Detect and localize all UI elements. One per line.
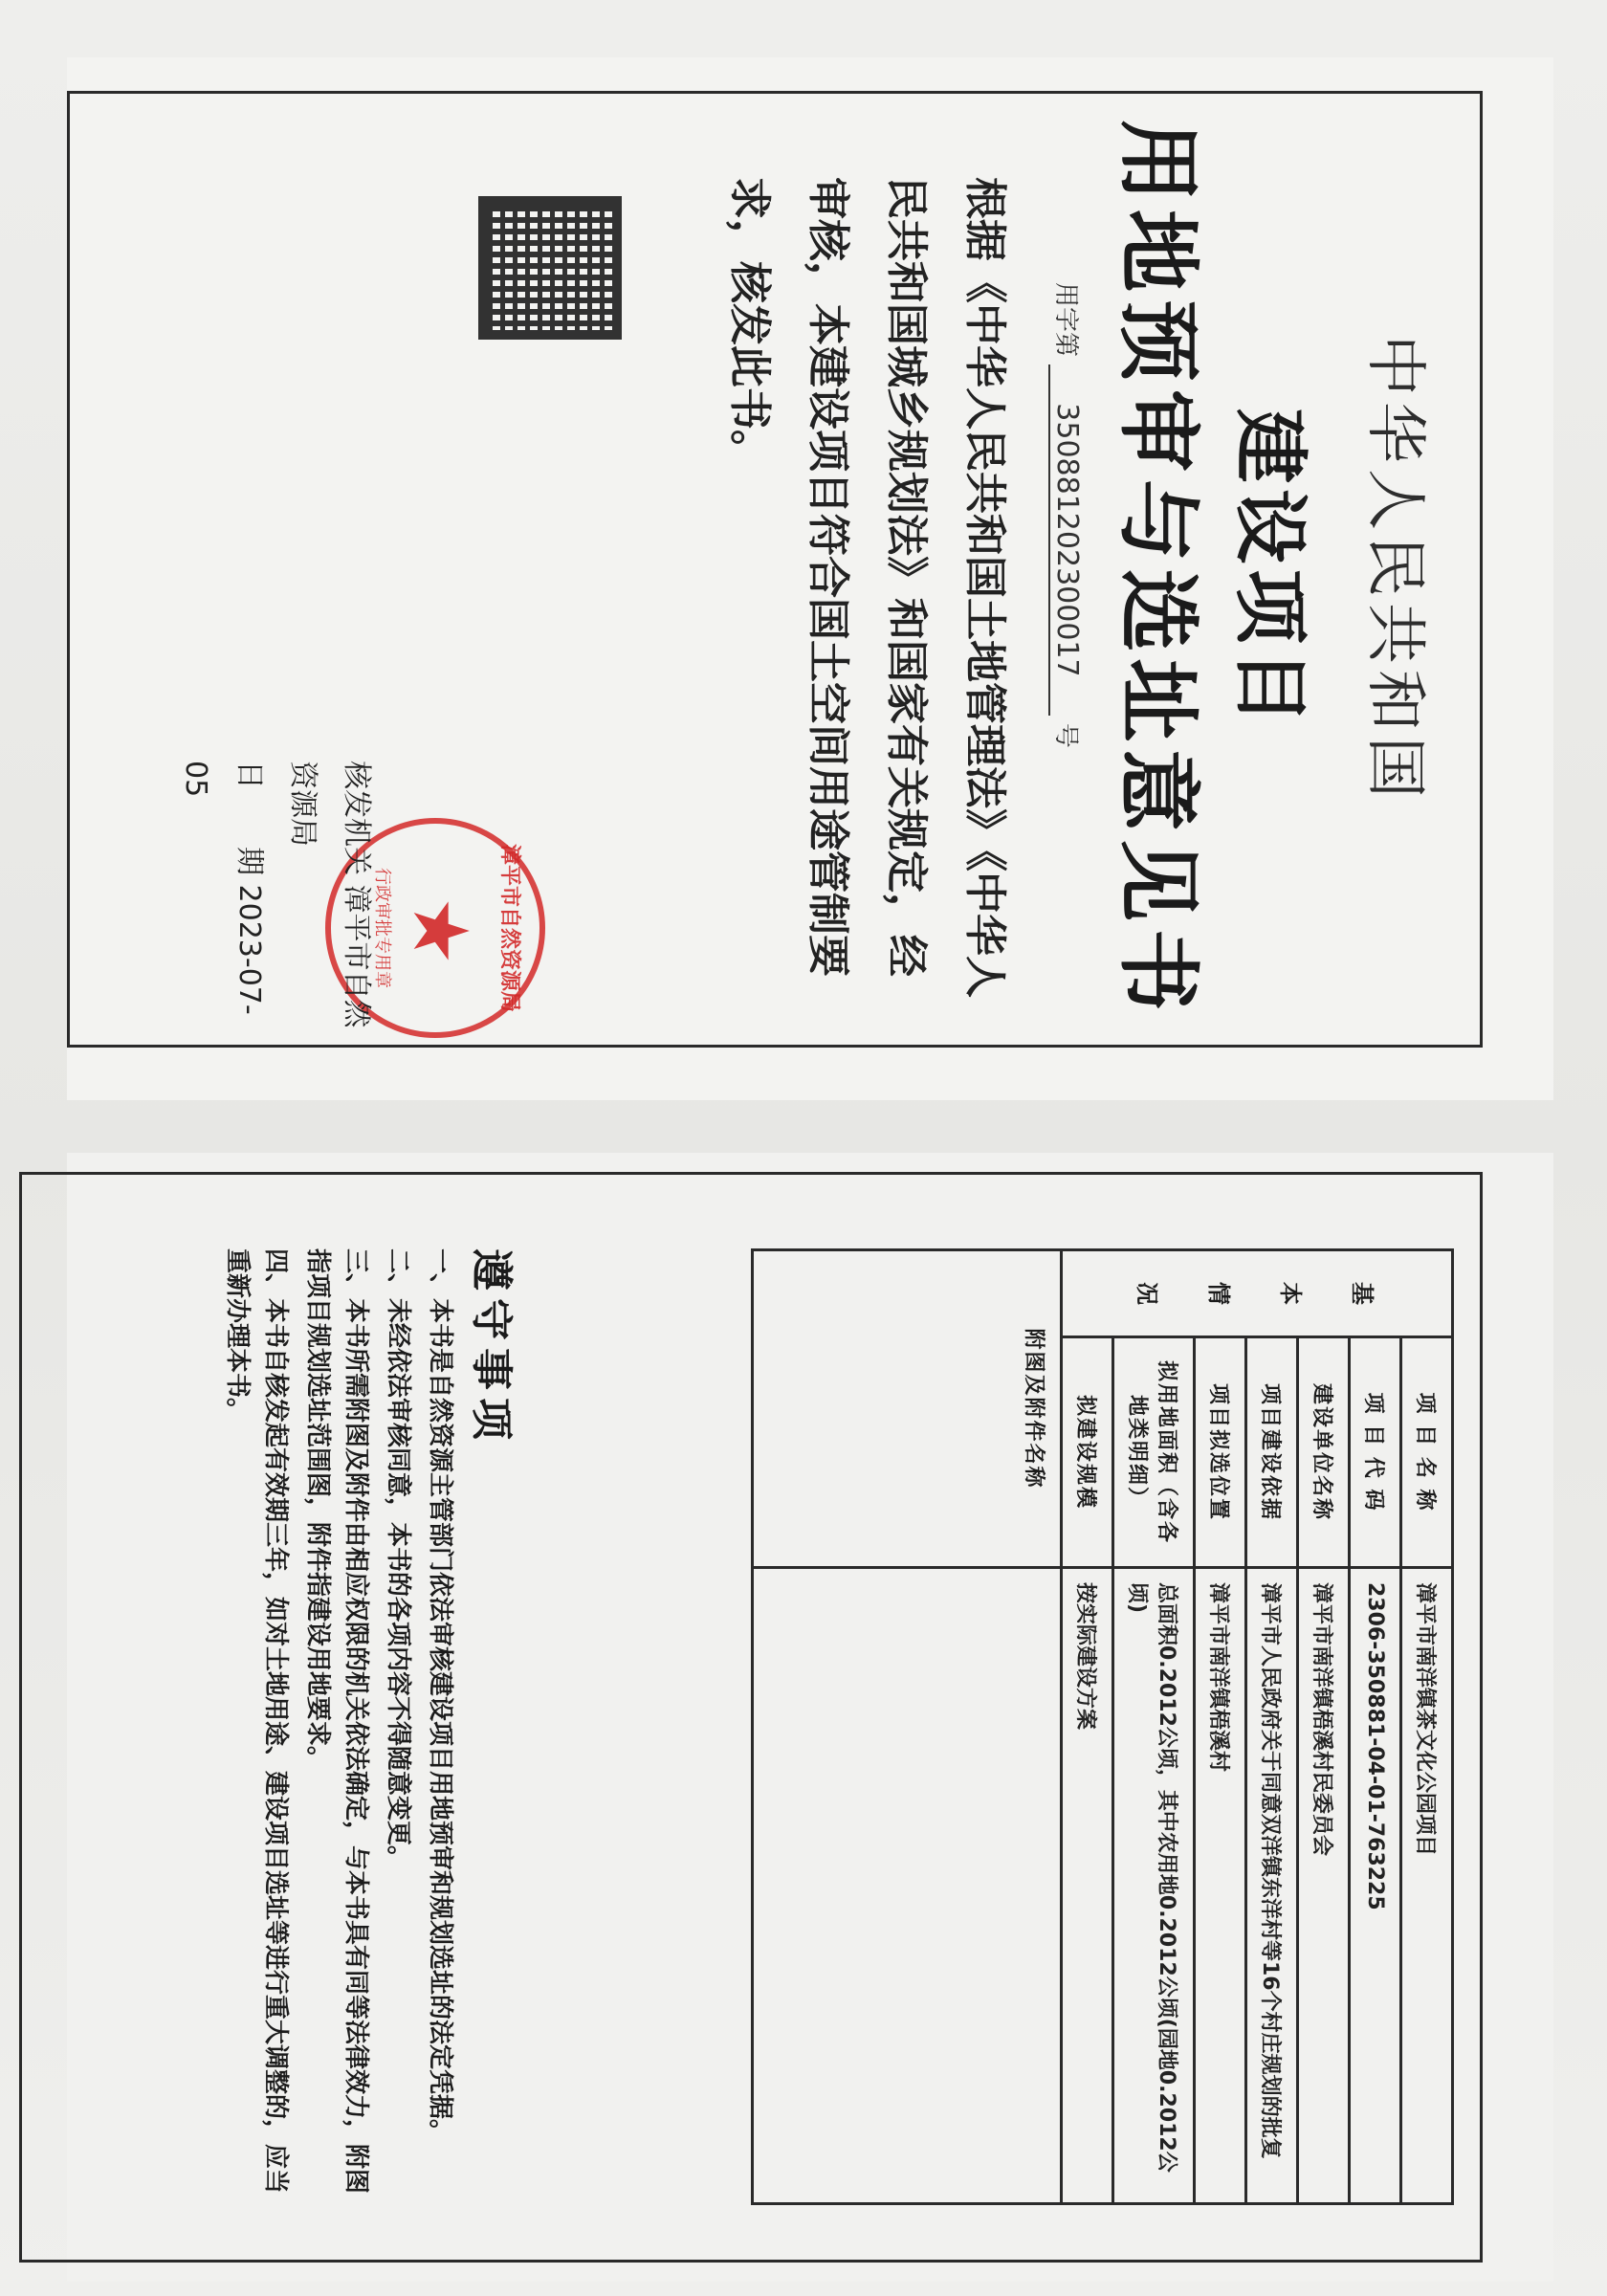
- row-label: 项 目 代 码: [1350, 1337, 1401, 1568]
- attachments-label: 附图及附件名称: [753, 1250, 1062, 1568]
- side-label: 基 本 情 况: [1062, 1250, 1453, 1337]
- certificate-body: 根据《中华人民共和国土地管理法》《中华人民共和国城乡规划法》和国家有关规定，经审核，本建设项目符合国土空间用途管制要求，核发此书。: [725, 177, 1009, 998]
- title-line-1: 建设项目: [1226, 408, 1312, 730]
- row-value: 按实际建设方案: [1062, 1568, 1113, 2204]
- table-row: [1195, 1250, 1246, 2204]
- row-value: 漳平市人民政府关于同意双洋镇东洋村等16个村庄规划的批复: [1246, 1568, 1298, 2204]
- row-label: 项 目 名 称: [1401, 1337, 1453, 1568]
- notes-title: 遵守事项: [467, 1248, 516, 1447]
- row-label: 项目拟选位置: [1195, 1337, 1246, 1568]
- issuer-name: 漳平市自然资源局: [286, 761, 373, 1028]
- seal-text: 漳平市自然资源局: [497, 843, 521, 1012]
- details-page: [67, 1153, 1553, 2282]
- list-item: 一、本书是自然资源主管部门依法审核建设项目用地预审和规划选址的法定凭据。: [426, 1248, 454, 2145]
- issuer-block: [168, 761, 383, 1048]
- issue-date: 2023-07-05: [179, 761, 266, 1015]
- certificate-rotated-content: [48, 91, 1483, 1048]
- row-value: 2306-350881-04-01-763225: [1350, 1568, 1401, 2204]
- table-row: [1246, 1250, 1298, 2204]
- table-row: [1062, 1250, 1113, 2204]
- issuer-label: 核发机关: [340, 761, 373, 875]
- row-label: 拟建设规模: [1062, 1337, 1113, 1568]
- row-value: 总面积0.2012公顷，其中农用地0.2012公顷(园地0.2012公顷): [1113, 1568, 1195, 2204]
- details-rotated-content: [10, 1172, 1483, 2224]
- seal-subtext: 行政审批专用章: [372, 868, 392, 988]
- row-value: 漳平市南洋镇茶文化公园项目: [1401, 1568, 1453, 2204]
- date-label: 日 期: [232, 761, 266, 875]
- list-item: 四、本书自核发起有效期三年，如对土地用途、建设项目选址等进行重大调整的，应当重新办理本书。: [223, 1248, 290, 2195]
- doc-suffix: 号: [1051, 722, 1080, 748]
- table-row: [1298, 1250, 1350, 2204]
- doc-number-value: 350881202300017: [1048, 364, 1084, 715]
- star-icon: ★: [396, 896, 485, 965]
- attachments-value: [753, 1568, 1062, 2204]
- qr-code-icon: [478, 196, 622, 340]
- table-row: [1113, 1250, 1195, 2204]
- list-item: 三、本书所需附图及附件由相应权限的机关依法确定，与本书具有同等法律效力，附图指项目规划选址范围图，附件指建设用地要求。: [303, 1248, 370, 2195]
- project-details-table: [751, 1248, 1454, 2205]
- row-value: 漳平市南洋镇梧溪村: [1195, 1568, 1246, 2204]
- country-name: 中华人民共和国: [1359, 335, 1430, 804]
- table-row: [753, 1250, 1062, 2204]
- row-value: 漳平市南洋镇梧溪村民委员会: [1298, 1568, 1350, 2204]
- row-label: 项目建设依据: [1246, 1337, 1298, 1568]
- table-row: [1350, 1250, 1401, 2204]
- row-label: 建设单位名称: [1298, 1337, 1350, 1568]
- document-number: [1048, 282, 1086, 894]
- notes-list: [214, 1248, 459, 2205]
- row-label: 拟用地面积（含各地类明细）: [1113, 1337, 1195, 1568]
- list-item: 二、未经依法审核同意，本书的各项内容不得随意变更。: [384, 1248, 412, 1871]
- table-row: [1401, 1250, 1453, 2204]
- doc-prefix: 用字第: [1051, 282, 1080, 358]
- title-line-2: 用地预审与选址意见书: [1110, 120, 1205, 1019]
- certificate-page: [67, 57, 1553, 1100]
